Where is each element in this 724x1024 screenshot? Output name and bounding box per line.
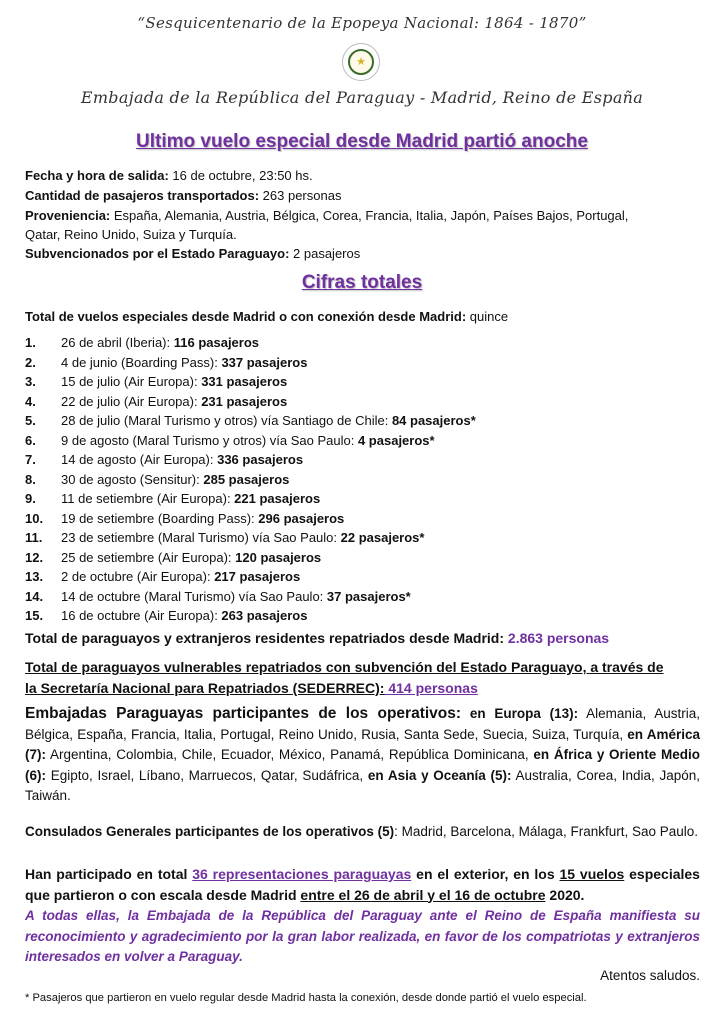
flight-passengers: 4 pasajeros* — [357, 432, 435, 448]
star-icon: ★ — [356, 55, 366, 68]
flight-passengers: 296 pasajeros — [258, 510, 345, 526]
summary-paragraph — [25, 864, 700, 905]
flight-item — [25, 608, 307, 623]
summary-year: 2020. — [545, 886, 585, 903]
flight-passengers: 285 pasajeros — [203, 471, 290, 487]
header-motto: “Sesquicentenario de la Epopeya Nacional: 1864 - 1870” — [137, 14, 587, 32]
flight-passengers: 116 pasajeros — [173, 335, 260, 350]
consulates-label: Consulados Generales participantes de los operativos (5) — [25, 824, 395, 839]
flight-passengers: 84 pasajeros* — [391, 413, 476, 428]
flight-passengers: 120 pasajeros — [235, 549, 322, 565]
flight-passengers: 231 pasajeros — [201, 393, 288, 409]
flight-number: 8. — [25, 471, 36, 487]
flight-passengers: 331 pasajeros — [201, 374, 288, 389]
vulnerable-value: 414 personas — [384, 679, 478, 696]
flight-item — [25, 374, 287, 389]
footnote: * Pasajeros que partieron en vuelo regular desde Madrid hasta la conexión, desde donde partió el vuelo especial. — [25, 992, 587, 1004]
flight-item — [25, 589, 411, 604]
acknowledgement-paragraph: A todas ellas, la Embajada de la República del Paraguay ante el Reino de España manifiesta su reconocimiento y agradecimiento por la gran labor realizada, en favor de los compatriotas y extranjeros interesados en volver a Paraguay. — [25, 908, 700, 964]
flight-number: 2. — [25, 354, 36, 370]
origin-value: España, Alemania, Austria, Bélgica, Corea, Francia, Italia, Japón, Países Bajos, Portugal, — [110, 208, 629, 223]
flight-passengers: 263 pasajeros — [221, 608, 308, 623]
flight-number: 5. — [25, 413, 36, 428]
flights-total-line — [25, 309, 508, 324]
flight-description: 4 de junio (Boarding Pass): — [61, 354, 222, 370]
summary-flights: 15 vuelos — [559, 866, 625, 882]
summary-part1: Han participado en total — [25, 866, 193, 882]
vulnerable-label-1: Total de paraguayos vulnerables repatriados con subvención del Estado Paraguayo, a través de — [25, 659, 664, 675]
paraguay-seal-icon — [342, 43, 380, 81]
flight-description: 30 de agosto (Sensitur): — [61, 471, 204, 487]
passengers-value: 263 personas — [259, 188, 342, 203]
flight-item — [25, 355, 307, 370]
summary-representations: 36 representaciones paraguayas — [192, 866, 412, 882]
origin-line-2: Qatar, Reino Unido, Suiza y Turquía. — [25, 227, 237, 242]
flights-total-label: Total de vuelos especiales desde Madrid o con conexión desde Madrid: — [25, 309, 467, 324]
subsidized-value: 2 pasajeros — [289, 246, 361, 261]
flight-description: 9 de agosto (Maral Turismo y otros) vía Sao Paulo: — [61, 432, 358, 448]
subsidized-label: Subvencionados por el Estado Paraguayo: — [25, 246, 290, 261]
flight-description: 2 de octubre (Air Europa): — [61, 569, 215, 584]
flight-number: 1. — [25, 335, 36, 350]
flight-number: 7. — [25, 452, 36, 467]
flight-number: 9. — [25, 491, 36, 506]
europe-label: en Europa (13): — [461, 706, 579, 721]
vulnerable-paragraph — [25, 657, 700, 698]
flight-description: 23 de setiembre (Maral Turismo) vía Sao Paulo: — [61, 530, 341, 545]
flight-number: 13. — [25, 569, 44, 584]
summary-part3: especiales que partieron o con escala desde Madrid — [25, 866, 700, 903]
flight-item — [25, 452, 303, 467]
passengers-label: Cantidad de pasajeros transportados: — [25, 188, 260, 203]
flight-number: 10. — [25, 510, 44, 526]
flight-item — [25, 433, 435, 448]
flight-item — [25, 569, 300, 584]
flight-number: 12. — [25, 549, 44, 565]
seal-wreath — [348, 49, 374, 75]
consulates-paragraph — [25, 822, 700, 843]
flight-item — [25, 413, 476, 428]
flight-item — [25, 550, 321, 565]
america-label: en América (7): — [25, 726, 700, 762]
flight-description: 11 de setiembre (Air Europa): — [61, 491, 235, 506]
asia-list: Australia, Corea, India, Japón, Taiwán. — [25, 767, 700, 803]
repatriated-line — [25, 630, 609, 646]
flight-item — [25, 511, 344, 526]
embassies-label: Embajadas Paraguayas participantes de los operativos: — [25, 705, 462, 722]
africa-list: Egipto, Israel, Líbano, Marruecos, Qatar, Sudáfrica, — [46, 767, 364, 783]
origin-line — [25, 208, 628, 223]
header-embassy-name: Embajada de la República del Paraguay - Madrid, Reino de España — [80, 88, 644, 107]
flight-passengers: 336 pasajeros — [217, 452, 304, 467]
flight-number: 14. — [25, 588, 44, 604]
flight-item — [25, 472, 289, 487]
consulates-value: : Madrid, Barcelona, Málaga, Frankfurt, Sao Paulo. — [394, 824, 699, 839]
flight-passengers: 37 pasajeros* — [326, 588, 411, 604]
america-list: Argentina, Colombia, Chile, Ecuador, México, Panamá, República Dominicana, — [46, 747, 529, 762]
flight-description: 19 de setiembre (Boarding Pass): — [61, 510, 259, 526]
flight-description: 14 de agosto (Air Europa): — [61, 452, 218, 467]
flight-description: 26 de abril (Iberia): — [61, 335, 174, 350]
departure-label: Fecha y hora de salida: — [25, 168, 169, 183]
flight-item — [25, 335, 259, 350]
flight-passengers: 221 pasajeros — [234, 491, 321, 506]
departure-value: 16 de octubre, 23:50 hs. — [168, 168, 313, 183]
flight-number: 4. — [25, 393, 36, 409]
flight-number: 6. — [25, 432, 36, 448]
summary-part2: en el exterior, en los — [411, 866, 560, 882]
flight-description: 25 de setiembre (Air Europa): — [61, 549, 236, 565]
flight-item — [25, 394, 287, 409]
flight-number: 3. — [25, 374, 36, 389]
passengers-line — [25, 188, 341, 203]
totals-title: Cifras totales — [301, 272, 423, 293]
repatriated-label: Total de paraguayos y extranjeros residentes repatriados desde Madrid: — [25, 630, 505, 646]
flight-passengers: 22 pasajeros* — [340, 530, 425, 545]
flight-description: 16 de octubre (Air Europa): — [61, 608, 222, 623]
flight-passengers: 337 pasajeros — [221, 354, 308, 370]
repatriated-value: 2.863 personas — [504, 630, 610, 646]
flight-item — [25, 530, 424, 545]
flight-description: 28 de julio (Maral Turismo y otros) vía Santiago de Chile: — [61, 413, 392, 428]
flight-description: 15 de julio (Air Europa): — [61, 374, 202, 389]
closing-greeting: Atentos saludos. — [600, 968, 700, 983]
main-title: Ultimo vuelo especial desde Madrid partió anoche — [136, 131, 588, 152]
flight-item — [25, 491, 320, 506]
flight-description: 14 de octubre (Maral Turismo) vía Sao Paulo: — [61, 588, 327, 604]
summary-period: entre el 26 de abril y el 16 de octubre — [300, 886, 546, 903]
embassies-paragraph — [25, 704, 700, 807]
asia-label: en Asia y Oceanía (5): — [363, 767, 512, 783]
departure-line — [25, 168, 313, 183]
origin-label: Proveniencia: — [25, 208, 111, 223]
subsidized-line — [25, 246, 360, 261]
flight-description: 22 de julio (Air Europa): — [61, 393, 202, 409]
africa-label: en África y Oriente Medio (6): — [25, 747, 701, 783]
flights-total-value: quince — [466, 309, 509, 324]
europe-list: Alemania, Austria, Bélgica, España, Francia, Italia, Portugal, Reino Unido, Rusia, Santa Sede, Suecia, Suiza, Turquía, — [25, 706, 701, 742]
flight-number: 15. — [25, 608, 44, 623]
flight-passengers: 217 pasajeros — [214, 569, 301, 584]
vulnerable-label-2: la Secretaría Nacional para Repatriados (SEDERREC): — [25, 679, 385, 696]
flight-number: 11. — [25, 530, 43, 545]
